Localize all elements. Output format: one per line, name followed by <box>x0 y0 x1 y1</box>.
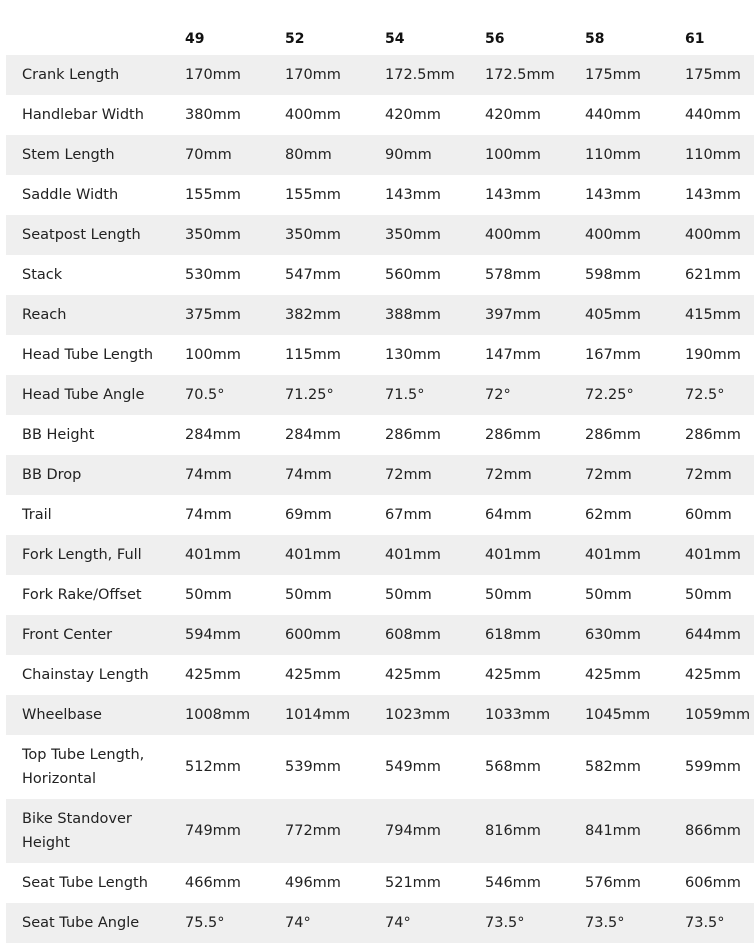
cell-value: 143mm <box>485 187 541 203</box>
cell-value: 50mm <box>485 587 532 603</box>
cell-value: 1033mm <box>469 695 569 735</box>
cell-value: 74° <box>269 903 369 943</box>
cell-value: 772mm <box>269 799 369 863</box>
row-label: Head Tube Angle <box>6 375 169 415</box>
cell-value: 547mm <box>285 267 341 283</box>
table-row <box>6 95 754 135</box>
cell-value: 60mm <box>685 507 732 523</box>
cell-value: 284mm <box>185 427 241 443</box>
cell-value: 425mm <box>185 667 241 683</box>
cell-value: 143mm <box>385 187 441 203</box>
header-size-61: 61 <box>685 31 705 47</box>
cell-value: 560mm <box>385 267 441 283</box>
cell-value: 598mm <box>585 267 641 283</box>
cell-value: 172.5mm <box>469 55 569 95</box>
cell-value: 600mm <box>269 615 369 655</box>
cell-value: 190mm <box>685 347 741 363</box>
cell-value: 74mm <box>185 507 232 523</box>
table-row <box>6 135 754 175</box>
cell-value: 420mm <box>485 107 541 123</box>
cell-value: 72° <box>469 375 569 415</box>
row-label: Chainstay Length <box>22 667 149 683</box>
cell-value: 578mm <box>485 267 541 283</box>
cell-value: 72mm <box>569 455 669 495</box>
cell-value: 67mm <box>385 507 432 523</box>
cell-value: 175mm <box>569 55 669 95</box>
cell-value: 608mm <box>369 615 469 655</box>
cell-value: 172.5mm <box>369 55 469 95</box>
row-label: Seat Tube Length <box>22 875 148 891</box>
table-row <box>6 255 754 295</box>
row-label: Stack <box>22 267 63 283</box>
cell-value: 618mm <box>469 615 569 655</box>
header-row <box>6 0 754 55</box>
cell-value: 100mm <box>469 135 569 175</box>
cell-value: 90mm <box>369 135 469 175</box>
cell-value: 170mm <box>169 55 269 95</box>
cell-value: 375mm <box>169 295 269 335</box>
cell-value: 170mm <box>269 55 369 95</box>
table-row <box>6 695 754 735</box>
table-row <box>6 295 754 335</box>
table-row <box>6 495 754 535</box>
cell-value: 866mm <box>669 799 754 863</box>
table-row <box>6 615 754 655</box>
cell-value: 74mm <box>169 455 269 495</box>
cell-value: 606mm <box>685 875 741 891</box>
cell-value: 72.5° <box>669 375 754 415</box>
table-row <box>6 799 754 863</box>
cell-value: 549mm <box>385 759 441 775</box>
cell-value: 420mm <box>385 107 441 123</box>
cell-value: 496mm <box>285 875 341 891</box>
cell-value: 401mm <box>569 535 669 575</box>
table-row <box>6 175 754 215</box>
cell-value: 415mm <box>669 295 754 335</box>
cell-value: 794mm <box>369 799 469 863</box>
cell-value: 521mm <box>385 875 441 891</box>
cell-value: 841mm <box>569 799 669 863</box>
cell-value: 155mm <box>285 187 341 203</box>
cell-value: 425mm <box>685 667 741 683</box>
table-row <box>6 415 754 455</box>
cell-value: 50mm <box>285 587 332 603</box>
cell-value: 400mm <box>569 215 669 255</box>
cell-value: 1023mm <box>369 695 469 735</box>
table-row <box>6 335 754 375</box>
cell-value: 50mm <box>385 587 432 603</box>
cell-value: 70.5° <box>169 375 269 415</box>
cell-value: 401mm <box>669 535 754 575</box>
row-label: Head Tube Length <box>22 347 154 363</box>
table-row <box>6 455 754 495</box>
cell-value: 286mm <box>385 427 441 443</box>
cell-value: 1008mm <box>169 695 269 735</box>
cell-value: 400mm <box>285 107 341 123</box>
cell-value: 582mm <box>585 759 641 775</box>
cell-value: 50mm <box>585 587 632 603</box>
cell-value: 100mm <box>185 347 241 363</box>
row-label: Reach <box>6 295 169 335</box>
table-body <box>6 55 754 943</box>
cell-value: 400mm <box>469 215 569 255</box>
cell-value: 155mm <box>185 187 241 203</box>
row-label: Stem Length <box>6 135 169 175</box>
cell-value: 594mm <box>169 615 269 655</box>
cell-value: 110mm <box>569 135 669 175</box>
cell-value: 143mm <box>585 187 641 203</box>
cell-value: 388mm <box>369 295 469 335</box>
table-row <box>6 903 754 943</box>
row-label: Front Center <box>6 615 169 655</box>
cell-value: 401mm <box>369 535 469 575</box>
header-size-52: 52 <box>285 31 305 47</box>
cell-value: 72mm <box>469 455 569 495</box>
cell-value: 546mm <box>485 875 541 891</box>
cell-value: 630mm <box>569 615 669 655</box>
cell-value: 115mm <box>285 347 341 363</box>
cell-value: 284mm <box>285 427 341 443</box>
header-size-49: 49 <box>185 31 205 47</box>
cell-value: 644mm <box>669 615 754 655</box>
cell-value: 50mm <box>685 587 732 603</box>
cell-value: 401mm <box>469 535 569 575</box>
row-label: Trail <box>22 507 52 523</box>
cell-value: 64mm <box>485 507 532 523</box>
cell-value: 425mm <box>285 667 341 683</box>
cell-value: 440mm <box>685 107 741 123</box>
row-label: BB Height <box>22 427 95 443</box>
header-size-54: 54 <box>385 31 405 47</box>
cell-value: 80mm <box>269 135 369 175</box>
cell-value: 568mm <box>485 759 541 775</box>
header-size-58: 58 <box>585 31 605 47</box>
row-label: Fork Length, Full <box>6 535 169 575</box>
cell-value: 401mm <box>169 535 269 575</box>
cell-value: 147mm <box>485 347 541 363</box>
cell-value: 425mm <box>585 667 641 683</box>
cell-value: 71.25° <box>269 375 369 415</box>
cell-value: 405mm <box>569 295 669 335</box>
cell-value: 75.5° <box>169 903 269 943</box>
cell-value: 401mm <box>269 535 369 575</box>
table-row <box>6 863 754 903</box>
cell-value: 286mm <box>485 427 541 443</box>
cell-value: 599mm <box>685 759 741 775</box>
cell-value: 816mm <box>469 799 569 863</box>
cell-value: 74mm <box>269 455 369 495</box>
cell-value: 749mm <box>169 799 269 863</box>
cell-value: 286mm <box>585 427 641 443</box>
cell-value: 130mm <box>385 347 441 363</box>
cell-value: 72.25° <box>569 375 669 415</box>
row-label: Handlebar Width <box>22 107 144 123</box>
cell-value: 62mm <box>585 507 632 523</box>
row-label: Saddle Width <box>22 187 119 203</box>
cell-value: 72mm <box>369 455 469 495</box>
cell-value: 530mm <box>185 267 241 283</box>
row-label: Seat Tube Angle <box>6 903 169 943</box>
cell-value: 70mm <box>169 135 269 175</box>
cell-value: 50mm <box>185 587 232 603</box>
cell-value: 425mm <box>385 667 441 683</box>
row-label: BB Drop <box>6 455 169 495</box>
cell-value: 167mm <box>585 347 641 363</box>
cell-value: 71.5° <box>369 375 469 415</box>
table-row <box>6 735 754 799</box>
row-label: Top Tube Length, Horizontal <box>22 747 145 787</box>
cell-value: 425mm <box>485 667 541 683</box>
cell-value: 350mm <box>169 215 269 255</box>
table-row <box>6 375 754 415</box>
cell-value: 400mm <box>669 215 754 255</box>
cell-value: 69mm <box>285 507 332 523</box>
cell-value: 74° <box>369 903 469 943</box>
cell-value: 73.5° <box>669 903 754 943</box>
table-row <box>6 575 754 615</box>
cell-value: 350mm <box>369 215 469 255</box>
table-row <box>6 215 754 255</box>
cell-value: 1045mm <box>569 695 669 735</box>
cell-value: 73.5° <box>569 903 669 943</box>
cell-value: 110mm <box>669 135 754 175</box>
row-label: Crank Length <box>6 55 169 95</box>
cell-value: 440mm <box>585 107 641 123</box>
cell-value: 539mm <box>285 759 341 775</box>
cell-value: 143mm <box>685 187 741 203</box>
cell-value: 1014mm <box>269 695 369 735</box>
geometry-table <box>6 0 754 943</box>
cell-value: 621mm <box>685 267 741 283</box>
cell-value: 466mm <box>185 875 241 891</box>
row-label: Fork Rake/Offset <box>22 587 142 603</box>
cell-value: 512mm <box>185 759 241 775</box>
row-label: Bike Standover Height <box>6 799 169 863</box>
cell-value: 73.5° <box>469 903 569 943</box>
row-label: Seatpost Length <box>6 215 169 255</box>
cell-value: 397mm <box>469 295 569 335</box>
cell-value: 286mm <box>685 427 741 443</box>
cell-value: 380mm <box>185 107 241 123</box>
header-size-56: 56 <box>485 31 505 47</box>
table-row <box>6 535 754 575</box>
cell-value: 175mm <box>669 55 754 95</box>
cell-value: 350mm <box>269 215 369 255</box>
header-blank <box>6 0 169 55</box>
cell-value: 382mm <box>269 295 369 335</box>
cell-value: 1059mm <box>669 695 754 735</box>
row-label: Wheelbase <box>6 695 169 735</box>
cell-value: 72mm <box>669 455 754 495</box>
table-row <box>6 55 754 95</box>
cell-value: 576mm <box>585 875 641 891</box>
table-row <box>6 655 754 695</box>
